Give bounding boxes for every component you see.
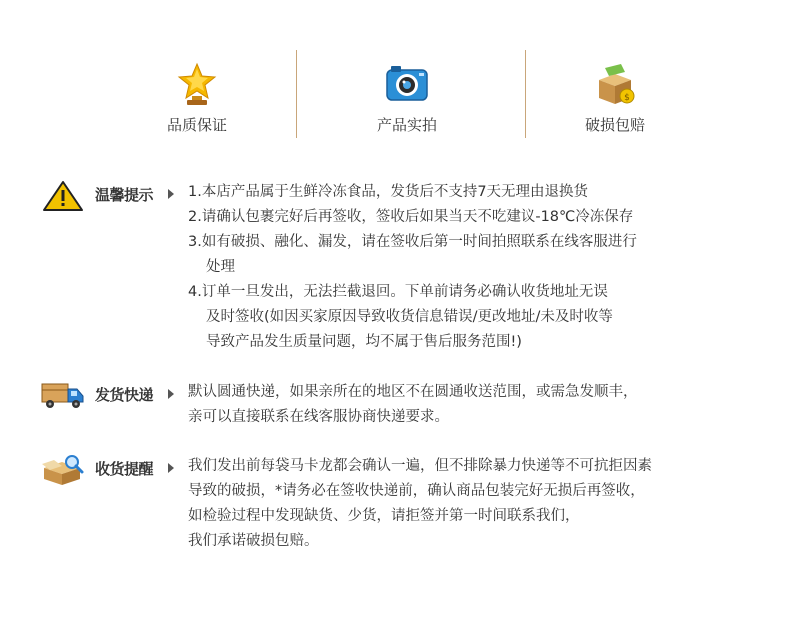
receive-line: 我们承诺破损包赔。 <box>188 533 319 549</box>
arrow-right-icon <box>168 463 174 473</box>
receive-line: 导致的破损，*请务必在签收快递前，确认商品包装完好无损后再签收， <box>188 483 645 499</box>
tips-line: 1.本店产品属于生鲜冷冻食品，发货后不支持7天无理由退换货 <box>188 184 589 200</box>
receive-title: 收货提醒 <box>95 460 154 478</box>
receive-line: 如检验过程中发现缺货、少货，请拒签并第一时间联系我们， <box>188 508 580 524</box>
warning-icon <box>40 180 86 214</box>
tips-line: 3.如有破损、融化、漏发，请在签收后第一时间拍照联系在线客服进行 <box>188 234 637 250</box>
trophy-star-icon <box>173 60 221 108</box>
inspect-box-icon <box>40 454 86 488</box>
feature-quality-label: 品质保证 <box>166 116 227 134</box>
feature-damage-compensation <box>525 52 705 135</box>
svg-text:$: $ <box>624 93 630 103</box>
feature-quality <box>107 52 287 135</box>
feature-real-photo-label: 产品实拍 <box>376 116 437 134</box>
arrow-right-icon <box>168 389 174 399</box>
tips-line: 导致产品发生质量问题，均不属于售后服务范围!) <box>206 334 522 350</box>
delivery-body <box>188 380 638 430</box>
tips-line: 4.订单一旦发出，无法拦截退回。下单前请务必确认收货地址无误 <box>188 284 608 300</box>
receive-line: 我们发出前每袋马卡龙都会确认一遍，但不排除暴力快递等不可抗拒因素 <box>188 458 652 474</box>
arrow-right-icon <box>168 189 174 199</box>
delivery-line: 默认圆通快递，如果亲所在的地区不在圆通收送范围，或需急发顺丰， <box>188 384 638 400</box>
divider <box>296 50 297 138</box>
tips-line: 及时签收(如因买家原因导致收货信息错误/更改地址/未及时收等 <box>206 309 613 325</box>
camera-icon <box>383 60 431 108</box>
receive-body <box>188 454 652 554</box>
delivery-truck-icon <box>40 380 86 414</box>
tips-title: 温馨提示 <box>95 186 154 204</box>
feature-damage-compensation-label: 破损包赔 <box>584 116 645 134</box>
package-icon <box>591 60 639 108</box>
tips-line: 处理 <box>206 259 235 275</box>
delivery-title: 发货快递 <box>95 386 154 404</box>
tips-body <box>188 180 637 355</box>
delivery-line: 亲可以直接联系在线客服协商快递要求。 <box>188 409 449 425</box>
feature-real-photo <box>317 52 497 135</box>
tips-line: 2.请确认包裹完好后再签收，签收后如果当天不吃建议-18℃冷冻保存 <box>188 209 634 225</box>
